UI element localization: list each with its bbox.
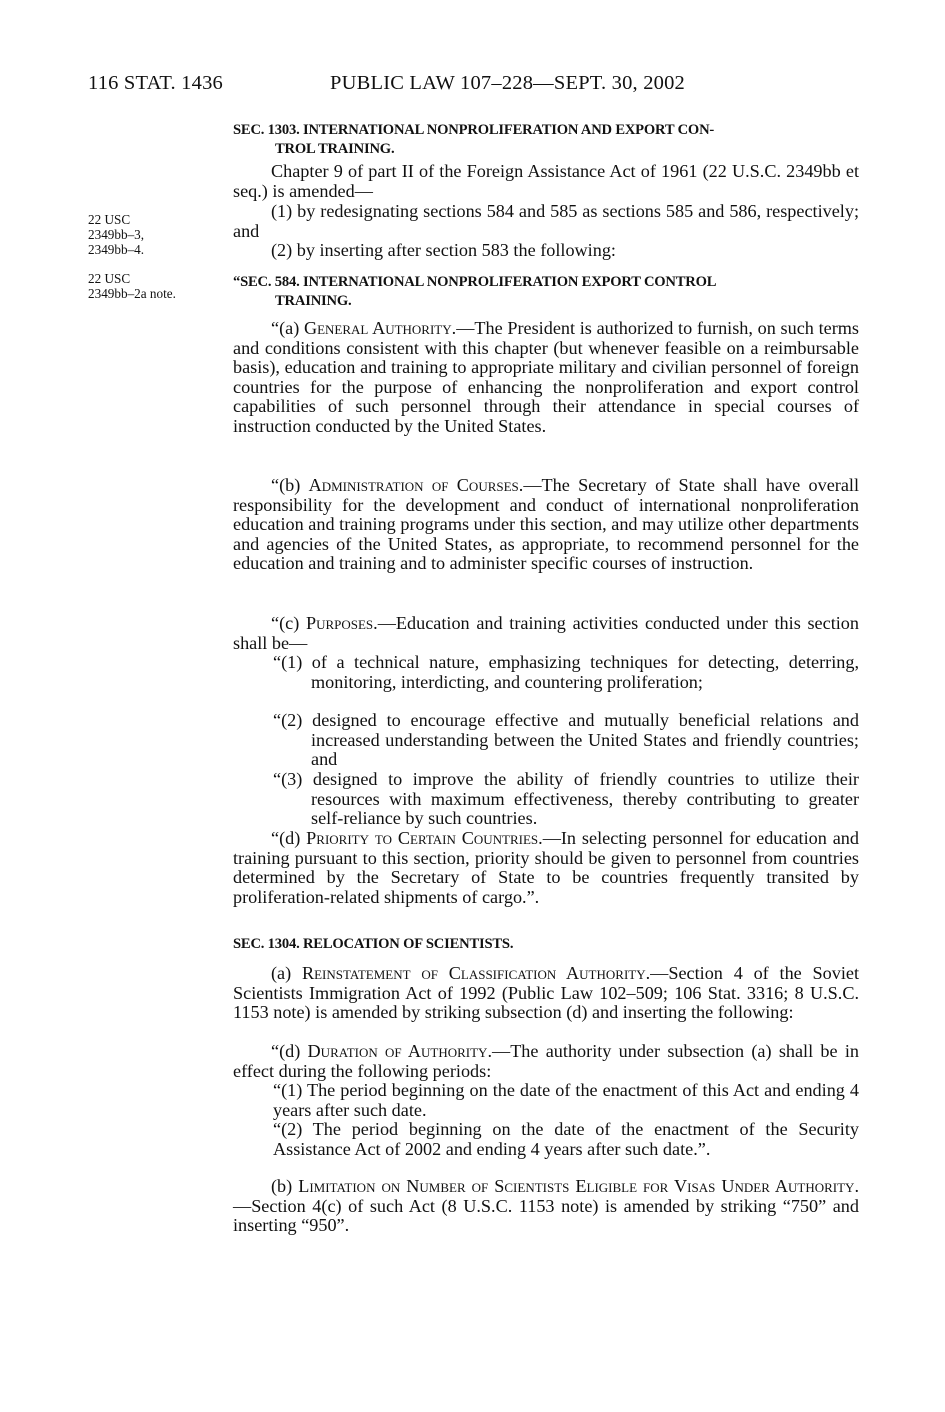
section-1303-item-1 [233,202,859,241]
subsection-text: —The Secretary of State shall have overall responsibility for the development and conduct of international nonproliferation education and training programs under this section, and may utilize other departments and agencies of the United States, as appropriate, to recommend personnel for the education and training and to administer specific courses of instruction. [233,475,860,574]
purpose-item-2: “(2) designed to encourage effective and mutually beneficial relations and increased understanding between the United States and friendly countries; and [273,710,859,770]
section-584-heading [233,273,859,311]
margin-note-line: 22 USC [88,271,131,286]
subsection-text: —Section 4 of the Soviet Scientists Immigration Act of 1992 (Public Law 102–509; 106 Stat. 3316; 8 U.S.C. 1153 note) is amended by striking subsection (d) and inserting the following: [233,963,860,1023]
subsection-text: —Education and training activities conducted under this section shall be— [233,613,859,653]
period-text: “(2) The period beginning on the date of the enactment of the Security Assistance Act of 2002 and ending 4 years after such date.”. [273,1119,859,1159]
subsection-title: Duration of Authority. [307,1041,492,1061]
section-1303-intro: Chapter 9 of part II of the Foreign Assistance Act of 1961 (22 U.S.C. 2349bb et seq.) is amended— [233,161,859,201]
subsection-title: Reinstatement of Classification Authority. [301,963,651,983]
duration-period-1 [235,1081,859,1120]
heading-line: SEC. 1303. INTERNATIONAL NONPROLIFERATION AND EXPORT CON- [233,122,715,138]
subsection-title: Purposes. [305,613,378,633]
margin-note-line: 22 USC [88,212,131,227]
subsection-label: “(d) [271,828,307,848]
subsection-label: (b) [271,1176,299,1196]
purpose-item-3: “(3) designed to improve the ability of friendly countries to utilize their resources with maximum effectiveness, thereby contributing to greater self-reliance by such countries. [273,769,859,829]
subsection-d-duration-of-authority [233,1042,859,1081]
period-text: “(1) The period beginning on the date of the enactment of this Act and ending 4 years after such date. [273,1080,859,1120]
item-text: (1) by redesignating sections 584 and 585 as sections 585 and 586, respectively; and [233,201,859,241]
subsection-title: General Authority. [303,318,457,338]
subsection-a-general-authority [233,319,859,437]
subsection-label: “(a) [271,318,304,338]
heading-line: TROL TRAINING. [275,141,395,157]
subsection-title: Priority to Certain Countries. [306,828,543,848]
margin-note-line: 2349bb–2a note. [88,286,176,301]
subsection-label: (a) [271,963,302,983]
duration-period-2 [273,1120,859,1159]
subsection-b-administration-of-courses [233,476,859,574]
subsection-d-priority-to-certain-countries [233,829,859,907]
section-1304-heading: SEC. 1304. RELOCATION OF SCIENTISTS. [233,936,514,952]
subsection-a-reinstatement [233,964,859,1023]
section-1303-heading [233,121,859,159]
subsection-b-limitation-on-number [233,1177,859,1236]
subsection-text: —The authority under subsection (a) shall be in effect during the following periods: [233,1041,860,1081]
margin-note-usc-2349bb-2a [88,271,176,301]
subsection-text: —The President is authorized to furnish, on such terms and conditions consistent with this chapter (but whenever feasible on a reimbursable basis), education and training to appropriate military and civilian personnel of foreign countries for the purpose of enhancing the nonproliferation and export control capabilities of such personnel through their attendance in special courses of instruction conducted by the United States. [233,318,859,436]
subsection-text: —In selecting personnel for education and training pursuant to this section, priority should be given to personnel from countries determined by the Secretary of State to be countries frequently transited by proliferation-related shipments of cargo.”. [233,828,859,907]
subsection-title: Limitation on Number of Scientists Eligible for Visas Under Authority. [298,1176,859,1196]
subsection-text: —Section 4(c) of such Act (8 U.S.C. 1153 note) is amended by striking “750” and inserting “950”. [233,1195,859,1236]
subsection-label: “(c) [271,613,306,633]
subsection-label: “(d) [271,1041,308,1061]
margin-note-usc-2349bb [88,212,144,257]
margin-note-line: 2349bb–4. [88,242,145,257]
heading-line: “SEC. 584. INTERNATIONAL NONPROLIFERATION EXPORT CONTROL [233,274,717,290]
subsection-c-purposes [233,614,859,653]
running-header-law: PUBLIC LAW 107–228—SEPT. 30, 2002 [330,72,685,94]
heading-line: TRAINING. [275,293,352,309]
subsection-title: Administration of Courses. [308,475,524,495]
purpose-item-1: “(1) of a technical nature, emphasizing techniques for detecting, deterring, monitoring, interdicting, and countering proliferation; [273,652,859,692]
subsection-label: “(b) [271,475,309,495]
margin-note-line: 2349bb–3, [88,227,145,242]
section-1303-item-2: (2) by inserting after section 583 the following: [271,240,616,260]
page-stat-reference: 116 STAT. 1436 [88,72,223,94]
